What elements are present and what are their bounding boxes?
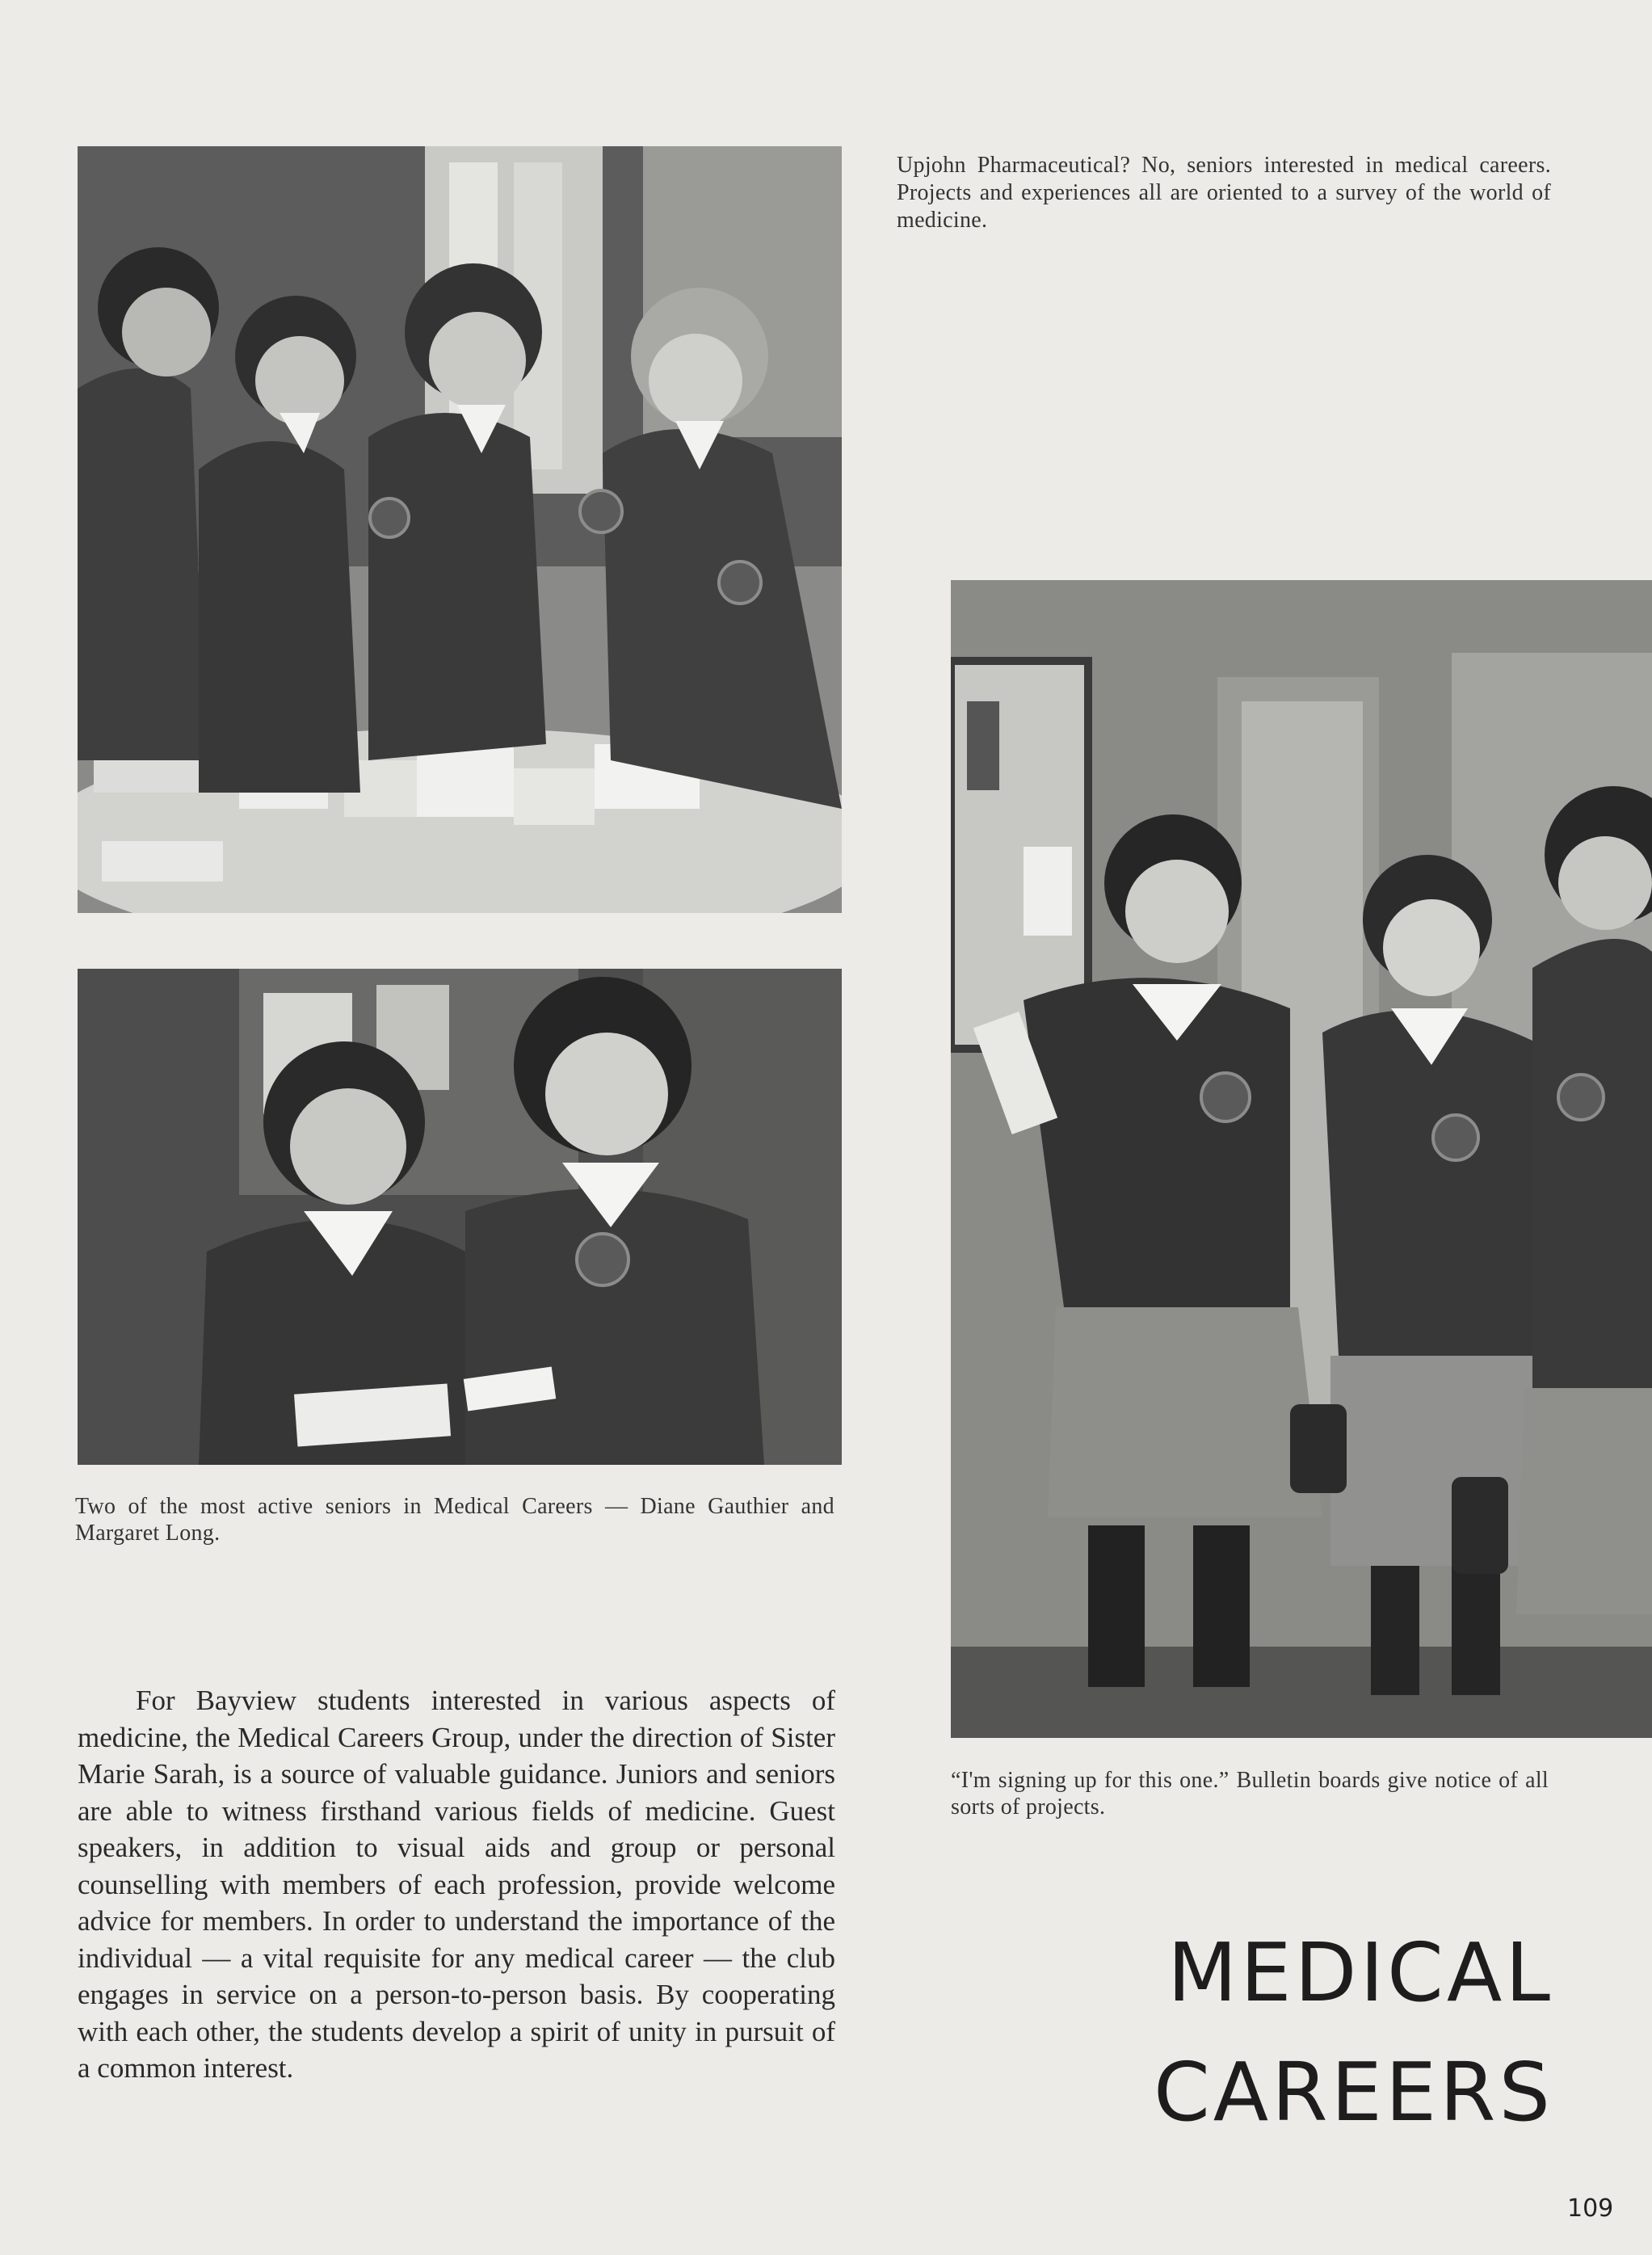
title-careers: CAREERS (1153, 2045, 1553, 2139)
body-paragraph: For Bayview students interested in various aspects of medicine, the Medical Careers Group, under the direction of Sister Marie Sarah, is a source of valuable guidance. Juniors and seniors are able to witness firsthand various fields of medicine. Guest speakers, in addition to visual aids and group or personal counselling with members of each profession, provide welcome advice for members. In order to understand the importance of the individual — a vital requisite for any medical career — the club engages in service on a person-to-person basis. By cooperating with each other, the students develop a spirit of unity in pursuit of a common interest. (78, 1685, 835, 2084)
caption-top-right: Upjohn Pharmaceutical? No, seniors interested in medical careers. Projects and experiences all are oriented to a survey of the world of medicine. (897, 153, 1551, 233)
photo-two-seniors (78, 969, 842, 1465)
page-number: 109 (1567, 2194, 1614, 2223)
caption-bulletin-board: “I'm signing up for this one.” Bulletin boards give notice of all sorts of projects. (951, 1768, 1549, 1820)
photo-students-at-bulletin-board (951, 580, 1652, 1738)
title-medical: MEDICAL (1167, 1925, 1553, 2020)
caption-two-seniors: Two of the most active seniors in Medical Careers — Diane Gauthier and Margaret Long. (75, 1494, 834, 1546)
photo-students-with-medicine-boxes (78, 146, 842, 913)
